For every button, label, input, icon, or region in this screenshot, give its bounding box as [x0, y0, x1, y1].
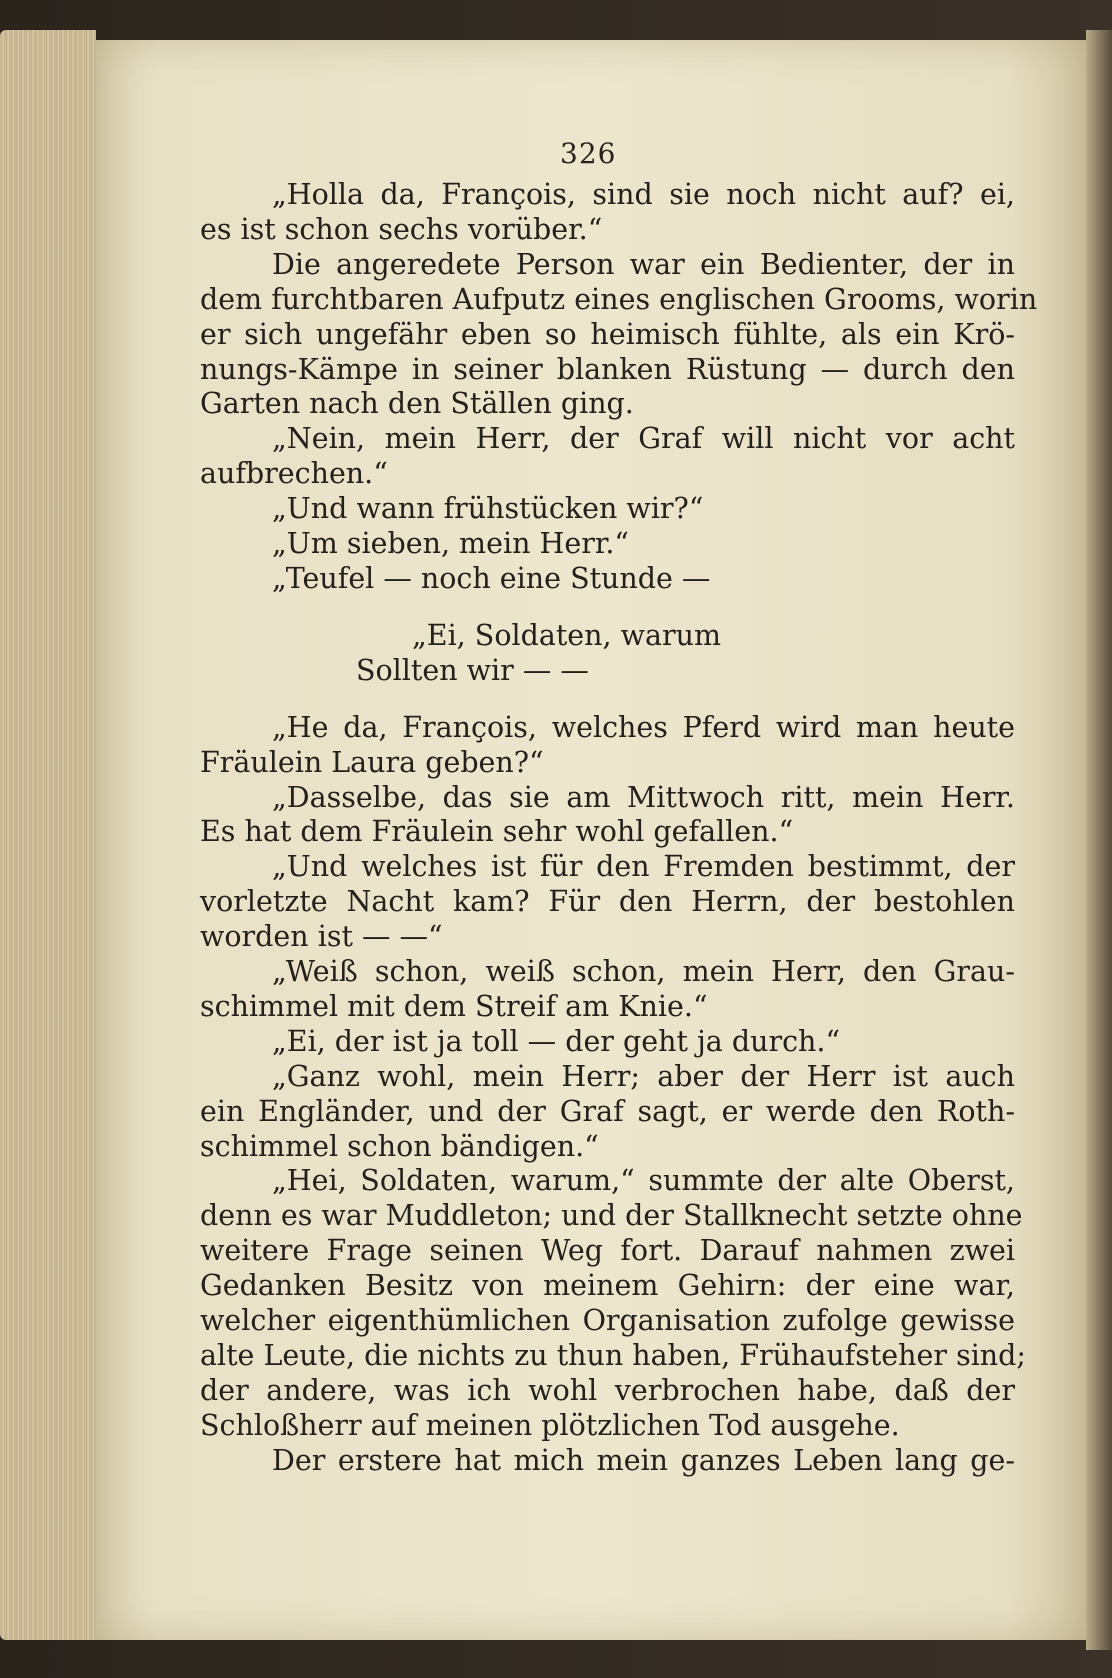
text-line: Die angeredete Person war ein Bedienter, der in	[272, 247, 1015, 281]
text-line: Es hat dem Fräulein sehr wohl gefallen.“	[200, 815, 794, 849]
text-line: Garten nach den Ställen ging.	[200, 387, 634, 421]
text-line: worden ist — —“	[200, 920, 443, 954]
text-line: aufbrechen.“	[200, 457, 388, 491]
text-line: nungs-Kämpe in seiner blanken Rüstung — durch den	[200, 352, 1015, 386]
text-line: „Nein, mein Herr, der Graf will nicht vor acht	[272, 422, 1015, 456]
text-line: Fräulein Laura geben?“	[200, 745, 544, 779]
text-line: „Teufel — noch eine Stunde —	[272, 561, 711, 595]
page-text	[200, 178, 1038, 1479]
text-line: „Holla da, François, sind sie noch nicht auf? ei,	[272, 178, 1015, 211]
verse-line: Sollten wir — —	[356, 653, 589, 687]
text-line: „Ganz wohl, mein Herr; aber der Herr ist auch	[272, 1059, 1015, 1093]
text-line: er sich ungefähr eben so heimisch fühlte, als ein Krö-	[200, 317, 1015, 351]
text-line: es ist schon sechs vorüber.“	[200, 212, 603, 246]
text-line: „He da, François, welches Pferd wird man heute	[272, 710, 1015, 744]
text-line: Schloßherr auf meinen plötzlichen Tod ausgehe.	[200, 1408, 900, 1442]
text-line: „Und wann frühstücken wir?“	[272, 492, 704, 526]
text-line: „Hei, Soldaten, warum,“ summte der alte Oberst,	[272, 1164, 1015, 1198]
text-line: Gedanken Besitz von meinem Gehirn: der eine war,	[200, 1269, 1015, 1303]
text-line: schimmel mit dem Streif am Knie.“	[200, 989, 708, 1023]
text-line: „Um sieben, mein Herr.“	[272, 527, 629, 561]
text-line: der andere, was ich wohl verbrochen habe, daß der	[200, 1373, 1015, 1407]
verse-line: „Ei, Soldaten, warum	[412, 618, 722, 652]
text-line: welcher eigenthümlichen Organisation zufolge gewisse	[200, 1304, 1015, 1338]
text-line: alte Leute, die nichts zu thun haben, Frühaufsteher sind;	[200, 1339, 1027, 1372]
text-line: weitere Frage seinen Weg fort. Darauf nahmen zwei	[200, 1234, 1015, 1268]
text-line: denn es war Muddleton; und der Stallknecht setzte ohne	[200, 1199, 1023, 1233]
text-line: schimmel schon bändigen.“	[200, 1129, 599, 1163]
page-number: 326	[560, 137, 617, 170]
text-line: „Ei, der ist ja toll — der geht ja durch.“	[272, 1024, 841, 1058]
text-line: dem furchtbaren Aufputz eines englischen Grooms, worin	[200, 282, 1038, 316]
book-spine-edge	[1086, 30, 1112, 1650]
text-line: „Und welches ist für den Fremden bestimmt, der	[272, 850, 1015, 884]
text-line: Der erstere hat mich mein ganzes Leben lang ge-	[272, 1443, 1015, 1477]
text-line: „Weiß schon, weiß schon, mein Herr, den Grau-	[272, 955, 1015, 989]
text-line: ein Engländer, und der Graf sagt, er werde den Roth-	[200, 1094, 1015, 1128]
text-line: vorletzte Nacht kam? Für den Herrn, der bestohlen	[200, 885, 1015, 919]
text-line: „Dasselbe, das sie am Mittwoch ritt, mein Herr.	[272, 780, 1015, 814]
page-edges	[0, 30, 96, 1640]
